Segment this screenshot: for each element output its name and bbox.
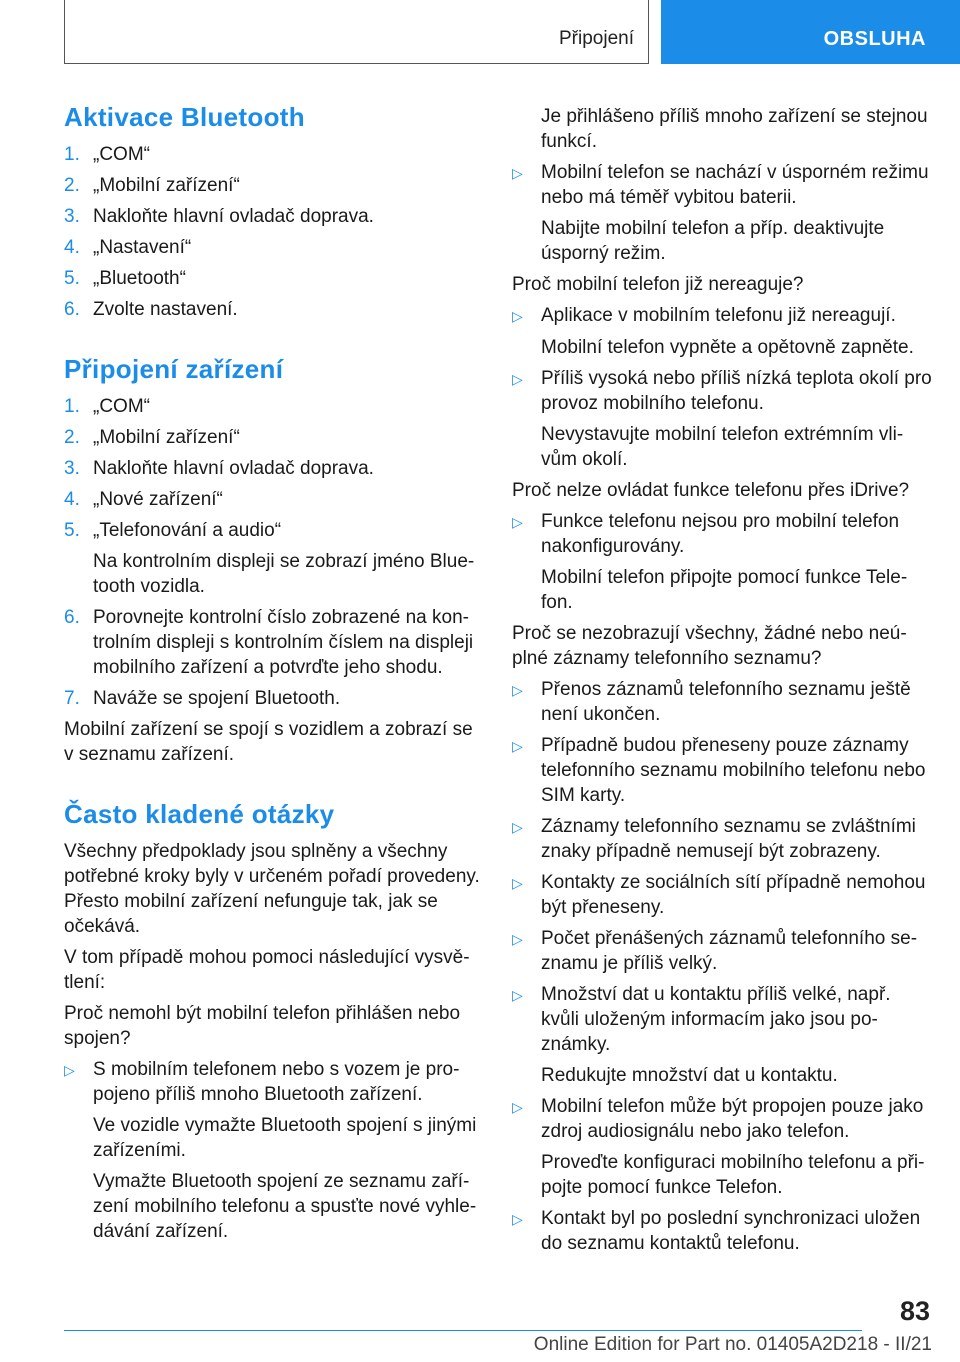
- triangle-bullet-icon: ▷: [512, 308, 523, 324]
- triangle-bullet-icon: ▷: [512, 1099, 523, 1115]
- paragraph: Mobilní zařízení se spojí s vozidlem a zobrazí se v seznamu zařízení.: [64, 719, 473, 765]
- triangle-bullet-icon: ▷: [512, 819, 523, 835]
- list-item: [64, 686, 484, 711]
- bullet-text: Případně budou přeneseny pouze záznamy telefonního seznamu mobilního telefonu nebo SIM karty.: [541, 735, 926, 806]
- triangle-bullet-icon: ▷: [512, 682, 523, 698]
- step-text: Nakloňte hlavní ovladač doprava.: [93, 206, 374, 227]
- step-number: 7.: [64, 688, 80, 709]
- question: Proč se nezobrazují všechny, žádné nebo neúplné záznamy telefonního seznamu?: [512, 623, 907, 669]
- step-number: 4.: [64, 489, 80, 510]
- step-text: „Nové zařízení“: [93, 489, 223, 510]
- bullet-text: Počet přenášených záznamů telefonního seznamu je příliš velký.: [541, 928, 918, 974]
- bullet-note: Ve vozidle vymažte Bluetooth spojení s jinými zařízeními.: [93, 1115, 477, 1161]
- list-item: [512, 509, 932, 559]
- list-item: [512, 982, 932, 1057]
- step-text: „Bluetooth“: [93, 268, 186, 289]
- bullet-text: Příliš vysoká nebo příliš nízká teplota okolí pro provoz mobilního telefonu.: [541, 368, 932, 414]
- question: Proč nelze ovládat funkce telefonu přes iDrive?: [512, 480, 910, 501]
- header-tab-obsluha: [661, 0, 960, 64]
- list-item: [64, 142, 484, 167]
- step-text: Naváže se spojení Bluetooth.: [93, 688, 341, 709]
- step-number: 5.: [64, 520, 80, 541]
- step-text: „COM“: [93, 396, 150, 417]
- bullet-text: Kontakt byl po poslední synchronizaci uložen do seznamu kontaktů telefonu.: [541, 1208, 921, 1254]
- step-number: 1.: [64, 144, 80, 165]
- paragraph: V tom případě mohou pomoci následující vysvětlení:: [64, 947, 470, 993]
- list-item: [512, 366, 932, 416]
- list-item: [512, 1094, 932, 1144]
- step-number: 4.: [64, 237, 80, 258]
- bullet-text: Mobilní telefon může být propojen pouze jako zdroj audiosignálu nebo jako telefon.: [541, 1096, 924, 1142]
- step-note: Na kontrolním displeji se zobrazí jméno Bluetooth vozidla.: [93, 551, 475, 597]
- list-item: [512, 160, 932, 210]
- triangle-bullet-icon: ▷: [512, 738, 523, 754]
- list-item: [512, 926, 932, 976]
- list-item: [64, 518, 484, 543]
- step-text: Nakloňte hlavní ovladač doprava.: [93, 458, 374, 479]
- step-number: 6.: [64, 299, 80, 320]
- heading-bluetooth: Aktivace Bluetooth: [64, 102, 305, 132]
- bullet-text: Záznamy telefonního seznamu se zvláštními znaky případně nemusejí být zobrazeny.: [541, 816, 916, 862]
- list-item: [64, 204, 484, 229]
- list-item: [64, 394, 484, 419]
- header-section-box: [64, 0, 649, 64]
- bullet-text: S mobilním telefonem nebo s vozem je propojeno příliš mnoho Bluetooth zařízení.: [93, 1059, 460, 1105]
- bullet-note: Mobilní telefon vypněte a opětovně zapněte.: [541, 337, 914, 358]
- step-text: „Mobilní zařízení“: [93, 427, 240, 448]
- footer-divider: [64, 1330, 862, 1331]
- step-text: Porovnejte kontrolní číslo zobrazené na kontrolním displeji s kontrolním číslem na displeji mobilního zařízení a potvrďte jeho shodu.: [93, 607, 474, 678]
- bullet-note: Nabijte mobilní telefon a příp. deaktivujte úsporný režim.: [541, 218, 885, 264]
- bullet-text: Množství dat u kontaktu příliš velké, např. kvůli uloženým informacím jako jsou poznámky.: [541, 984, 891, 1055]
- step-number: 5.: [64, 268, 80, 289]
- step-text: Zvolte nastavení.: [93, 299, 238, 320]
- bullet-note: Mobilní telefon připojte pomocí funkce Telefon.: [541, 567, 908, 613]
- step-number: 2.: [64, 427, 80, 448]
- list-item: [64, 425, 484, 450]
- triangle-bullet-icon: ▷: [512, 875, 523, 891]
- list-item: [512, 733, 932, 808]
- list-item: [512, 870, 932, 920]
- bullet-text: Kontakty ze sociálních sítí případně nemohou být přeneseny.: [541, 872, 926, 918]
- step-number: 3.: [64, 206, 80, 227]
- list-item: [512, 1206, 932, 1256]
- right-column: [512, 104, 932, 1262]
- step-number: 3.: [64, 458, 80, 479]
- list-item: [64, 1057, 484, 1107]
- step-text: „Telefonování a audio“: [93, 520, 282, 541]
- bullet-text: Funkce telefonu nejsou pro mobilní telefon nakonfigurovány.: [541, 511, 900, 557]
- footer-edition: Online Edition for Part no. 01405A2D218 - II/21: [533, 1334, 932, 1355]
- bullet-text: Mobilní telefon se nachází v úsporném režimu nebo má téměř vybitou baterii.: [541, 162, 929, 208]
- question: Proč mobilní telefon již nereaguje?: [512, 274, 804, 295]
- triangle-bullet-icon: ▷: [512, 514, 523, 530]
- triangle-bullet-icon: ▷: [512, 987, 523, 1003]
- list-item: [64, 235, 484, 260]
- step-text: „Nastavení“: [93, 237, 192, 258]
- triangle-bullet-icon: ▷: [512, 1211, 523, 1227]
- list-item: [512, 303, 932, 329]
- bullet-note: Vymažte Bluetooth spojení ze seznamu zařízení mobilního telefonu a spusťte nové vyhledávání zařízení.: [93, 1171, 477, 1242]
- step-number: 6.: [64, 607, 80, 628]
- step-text: „COM“: [93, 144, 150, 165]
- list-item: [512, 814, 932, 864]
- list-item: [64, 173, 484, 198]
- list-item: [512, 677, 932, 727]
- list-item: [64, 297, 484, 322]
- bullet-text: Aplikace v mobilním telefonu již nereagují.: [541, 305, 896, 326]
- heading-faq: Často kladené otázky: [64, 799, 335, 829]
- heading-connect: Připojení zařízení: [64, 354, 284, 384]
- question: Proč nemohl být mobilní telefon přihlášen nebo spojen?: [64, 1003, 461, 1049]
- triangle-bullet-icon: ▷: [512, 165, 523, 181]
- list-item: [64, 605, 484, 680]
- step-number: 1.: [64, 396, 80, 417]
- list-item: [64, 456, 484, 481]
- bullet-text: Přenos záznamů telefonního seznamu ještě není ukončen.: [541, 679, 911, 725]
- bullet-note: Je přihlášeno příliš mnoho zařízení se stejnou funkcí.: [541, 106, 928, 152]
- header-section-title: Připojení: [559, 28, 634, 49]
- bullet-note: Proveďte konfiguraci mobilního telefonu a připojte pomocí funkce Telefon.: [541, 1152, 925, 1198]
- triangle-bullet-icon: ▷: [512, 931, 523, 947]
- page-number: 83: [899, 1296, 930, 1326]
- bullet-note: Redukujte množství dat u kontaktu.: [541, 1065, 838, 1086]
- header-tab-label: OBSLUHA: [823, 28, 926, 50]
- bullet-note: Nevystavujte mobilní telefon extrémním vlivům okolí.: [541, 424, 904, 470]
- list-item: [64, 266, 484, 291]
- step-number: 2.: [64, 175, 80, 196]
- paragraph: Všechny předpoklady jsou splněny a všechny potřebné kroky byly v určeném pořadí provedeny. Přesto mobilní zařízení nefunguje tak, jak se očekává.: [64, 841, 480, 937]
- step-text: „Mobilní zařízení“: [93, 175, 240, 196]
- list-item: [64, 487, 484, 512]
- triangle-bullet-icon: ▷: [512, 371, 523, 387]
- triangle-bullet-icon: ▷: [64, 1062, 75, 1078]
- left-column: [64, 100, 484, 1250]
